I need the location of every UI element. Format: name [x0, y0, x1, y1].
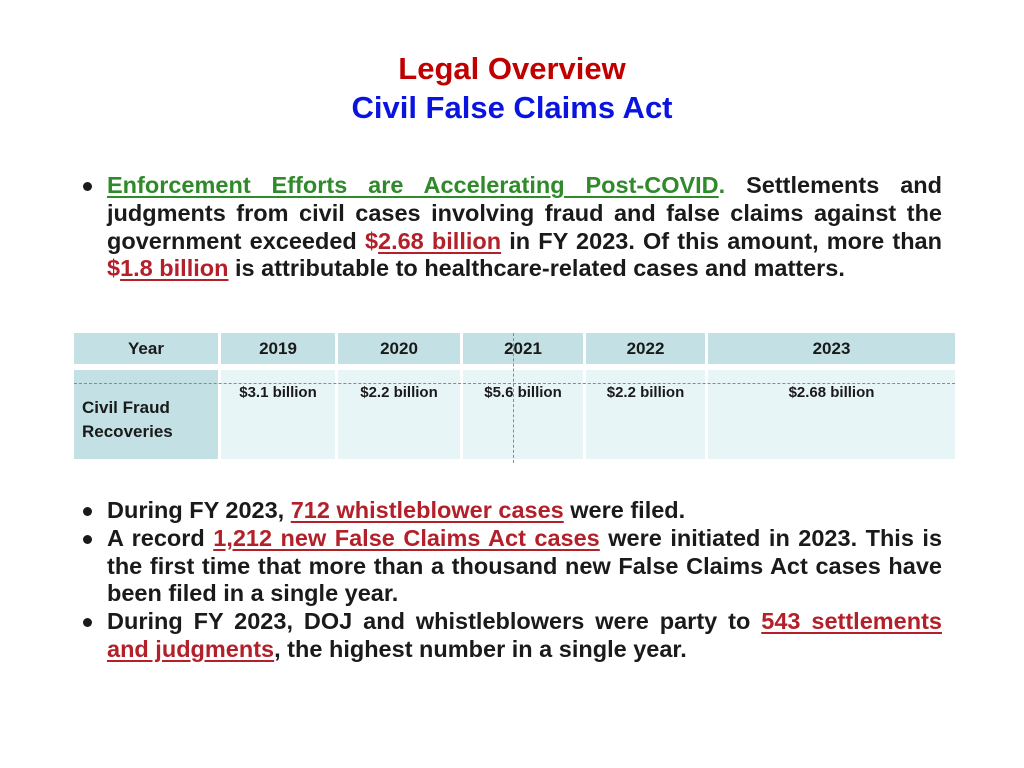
amount-2-68-billion-link[interactable]: 2.68 billion: [378, 227, 502, 254]
table-cell: $3.1 billion: [221, 370, 338, 459]
intro-bullet-list: [82, 172, 942, 283]
list-item: [82, 525, 942, 608]
bullet-text-post: , the highest number in a single year.: [274, 635, 687, 662]
table-cell: $2.68 billion: [708, 370, 955, 459]
row-label-line-1: Civil Fraud: [82, 397, 170, 417]
bullet-text-pre: During FY 2023, DOJ and whistleblowers were party to: [107, 608, 762, 635]
table-header-cell: 2019: [221, 333, 338, 370]
amount-1-8-billion-link[interactable]: 1.8 billion: [120, 255, 229, 282]
table-header-row: [74, 333, 955, 370]
slide-title: Legal Overview: [398, 51, 626, 86]
new-fca-cases-link[interactable]: 1,212 new False Claims Act cases: [213, 524, 600, 551]
whistleblower-cases-link[interactable]: 712 whistleblower cases: [290, 497, 564, 523]
guide-line-horizontal: [74, 383, 955, 384]
row-label-line-2: Recoveries: [82, 421, 173, 441]
intro-text-2: in FY 2023. Of this amount, more than: [501, 227, 942, 254]
table-cell: $2.2 billion: [586, 370, 708, 459]
amount-1-dollar: $: [364, 227, 379, 254]
bullet-text-pre: A record: [107, 524, 214, 551]
table-header-year: Year: [74, 333, 221, 370]
table-cell: $2.2 billion: [338, 370, 463, 459]
stats-bullet-list: [82, 497, 942, 664]
intro-bullet: [82, 172, 942, 283]
guide-line-vertical: [513, 333, 514, 463]
enforcement-heading-link[interactable]: Enforcement Efforts are Accelerating Post-COVID: [107, 172, 719, 198]
settlements-judgments-link[interactable]: 543 settlements and judgments: [107, 608, 942, 662]
table-header-cell: 2020: [338, 333, 463, 370]
bullet-text-post: were initiated in 2023. This is the first time that more than a thousand new False Claims Act cases have been filed in a single year.: [107, 524, 943, 607]
slide-subtitle: Civil False Claims Act: [351, 90, 673, 125]
bullet-text-post: were filed.: [563, 497, 686, 523]
amount-2-dollar: $: [107, 255, 121, 282]
bullet-text-pre: During FY 2023,: [107, 497, 291, 523]
intro-text-3: is attributable to healthcare-related cases and matters.: [228, 255, 845, 282]
table-header-cell: 2022: [586, 333, 708, 370]
recoveries-table-image: [74, 333, 955, 459]
list-item: [82, 608, 942, 664]
intro-text-1: Settlements and judgments from civil cases involving fraud and false claims against the government exceeded: [107, 172, 942, 254]
heading-period: .: [718, 172, 726, 198]
table-header-cell: 2023: [708, 333, 955, 370]
list-item: [82, 497, 942, 525]
bullet-dot-icon: [83, 507, 92, 516]
bullet-dot-icon: [83, 618, 92, 627]
table-cell: $5.6 billion: [463, 370, 586, 459]
bullet-dot-icon: [83, 182, 92, 191]
table-header-cell: 2021: [463, 333, 586, 370]
bullet-dot-icon: [83, 535, 92, 544]
recoveries-table: [74, 333, 955, 459]
